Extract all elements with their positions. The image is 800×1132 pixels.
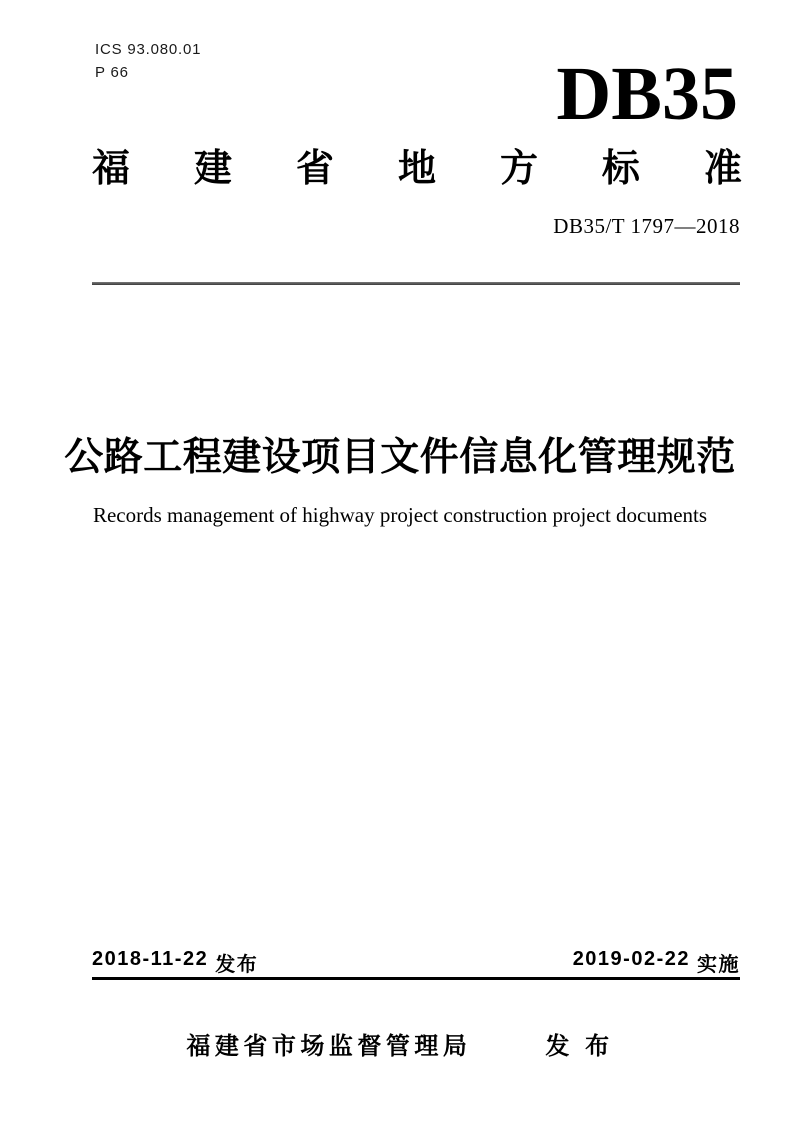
document-title-chinese: 公路工程建设项目文件信息化管理规范 <box>64 436 736 479</box>
standard-name-char: 地 <box>397 148 436 190</box>
footer-divider-rule <box>92 977 740 980</box>
implement-label: 实施 <box>697 954 740 976</box>
document-title-english: Records management of highway project construction project documents <box>92 503 708 527</box>
header-divider-rule <box>92 282 740 285</box>
issue-date: 2018-11-22 <box>92 948 209 970</box>
publisher-row <box>0 1026 800 1061</box>
ics-classification-block <box>95 38 201 84</box>
ics-code: ICS 93.080.01 <box>95 41 202 58</box>
standard-name-heading <box>92 146 742 194</box>
standard-number: DB35/T 1797—2018 <box>553 214 740 238</box>
db35-logo: DB35 <box>556 52 738 136</box>
dates-row <box>92 948 740 977</box>
issue-label: 发布 <box>215 954 259 976</box>
standard-name-char: 建 <box>193 148 232 190</box>
standard-name-char: 方 <box>499 148 538 190</box>
standard-name-char: 标 <box>601 148 640 190</box>
issue-date-group <box>92 948 258 977</box>
implement-date: 2019-02-22 <box>572 948 690 970</box>
standard-name-char: 福 <box>92 148 131 190</box>
standard-name-char: 准 <box>703 148 742 190</box>
standard-name-char: 省 <box>295 148 334 190</box>
implement-date-group <box>573 948 740 977</box>
publish-label: 发 布 <box>545 1033 614 1060</box>
publisher-name: 福建省市场监督管理局 <box>186 1033 472 1060</box>
doc-class-code: P 66 <box>95 64 129 81</box>
